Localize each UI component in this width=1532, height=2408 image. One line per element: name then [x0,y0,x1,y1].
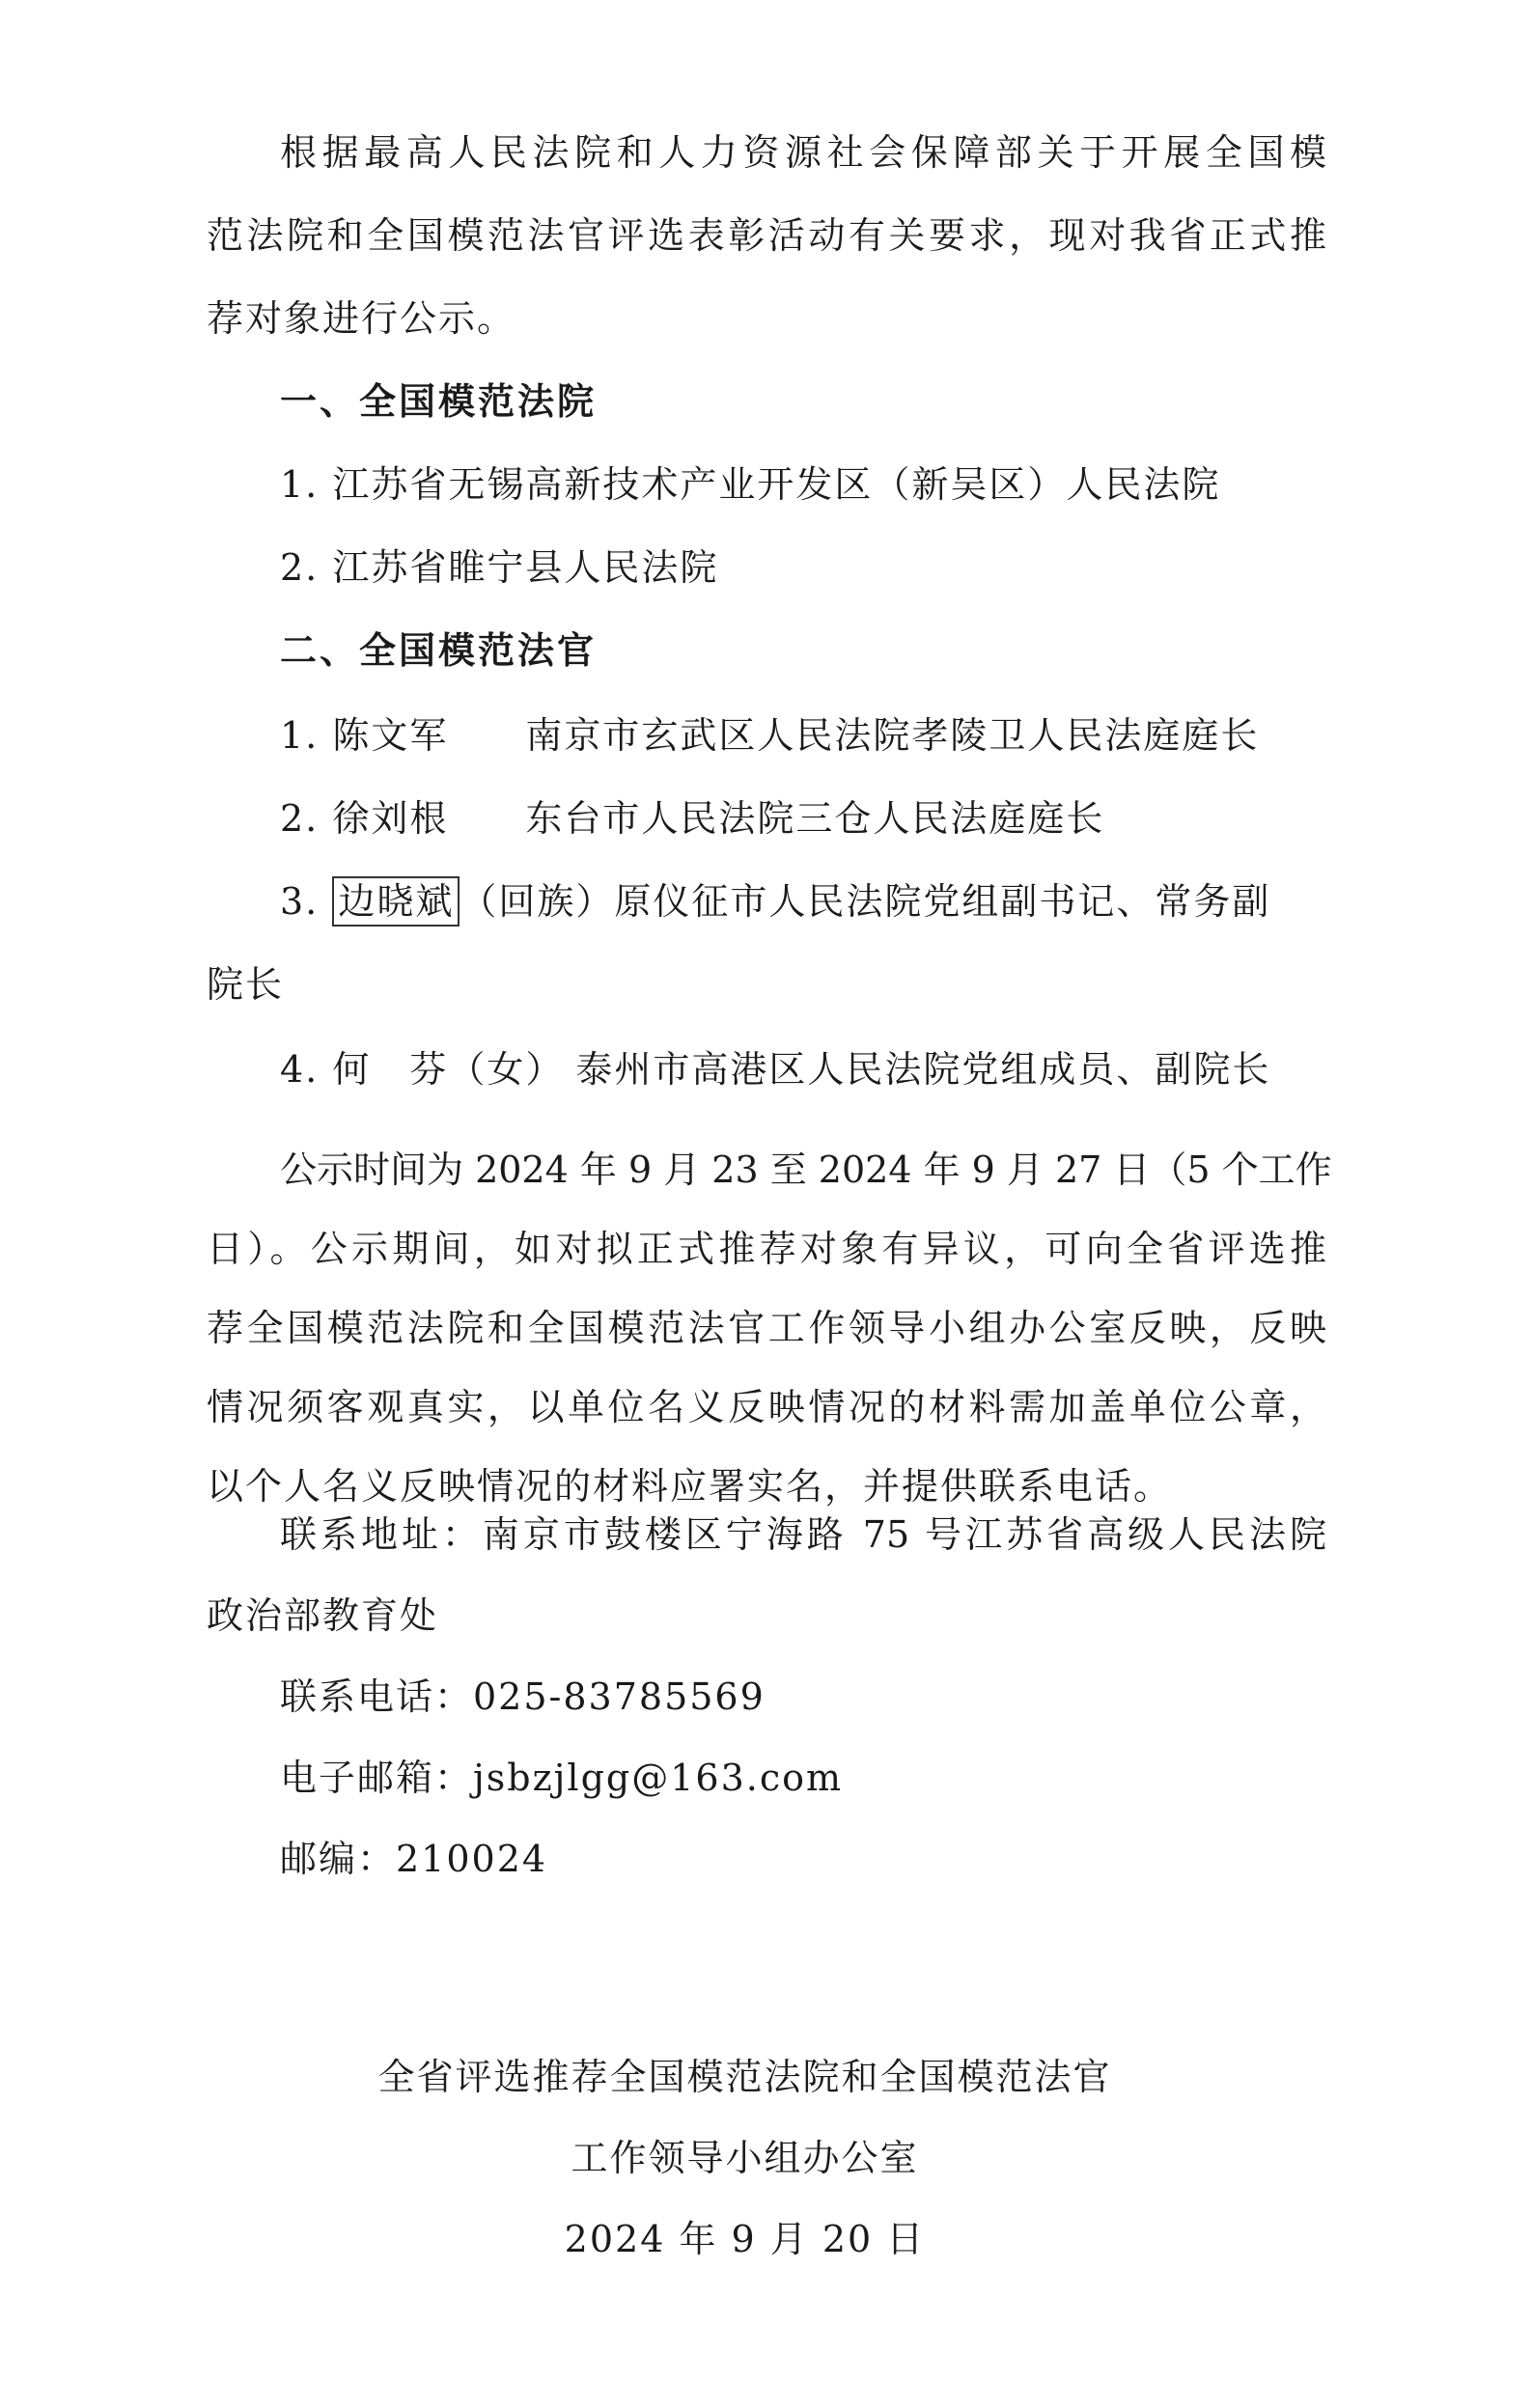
signature-date: 2024 年 9 月 20 日 [564,2218,926,2260]
notice-line-1: 公示时间为 2024 年 9 月 23 至 2024 年 9 月 27 日（5 个工作 [280,1149,1332,1191]
contact-address-line-2: 政治部教育处 [207,1594,439,1637]
contact-email: 电子邮箱：jsbzjlgg@163.com [280,1757,844,1799]
judge-name: 陈文军 [332,714,449,757]
court-item-1 [280,463,1220,506]
notice-line-3: 荐全国模范法院和全国模范法官工作领导小组办公室反映，反映 [207,1307,1326,1349]
judge-name: 何 芬 [332,1048,449,1091]
court-item-number: 2. [280,546,320,589]
judge-title: 南京市玄武区人民法院孝陵卫人民法庭庭长 [525,714,1260,757]
judge-item-1 [280,714,1259,757]
judge-note: （女） [448,1048,565,1091]
judge-item-number: 4. [280,1048,320,1091]
judge-name-boxed: 边晓斌 [332,876,460,927]
notice-line-2: 日）。公示期间，如对拟正式推荐对象有异议，可向全省评选推 [207,1228,1326,1270]
notice-line-4: 情况须客观真实，以单位名义反映情况的材料需加盖单位公章， [207,1386,1326,1428]
signature-org-line-1: 全省评选推荐全国模范法院和全国模范法官 [377,2056,1112,2098]
judge-item-number: 3. [280,880,320,923]
judge-title: 东台市人民法院三仓人民法庭庭长 [525,797,1105,840]
signature-org-line-2: 工作领导小组办公室 [571,2137,919,2179]
court-item-name: 江苏省无锡高新技术产业开发区（新吴区）人民法院 [332,463,1221,506]
judge-note: （回族）原仪征市人民法院党组副书记、常务副 [460,880,1271,923]
judge-name: 徐刘根 [332,797,449,840]
courts-heading: 一、全国模范法院 [280,380,598,423]
judges-heading: 二、全国模范法官 [280,629,598,672]
contact-phone: 联系电话：025-83785569 [280,1675,766,1718]
intro-line-3: 荐对象进行公示。 [207,297,516,340]
judge-item-2 [280,797,1104,840]
court-item-name: 江苏省睢宁县人民法院 [332,546,719,589]
judge-item-number: 2. [280,797,320,840]
intro-line-1: 根据最高人民法院和人力资源社会保障部关于开展全国模 [280,131,1326,174]
court-item-number: 1. [280,463,320,506]
judge-title: 泰州市高港区人民法院党组成员、副院长 [575,1048,1271,1091]
judge-item-number: 1. [280,714,320,757]
judge-item-3-continuation: 院长 [207,963,285,1006]
judge-item-3 [280,880,1270,927]
intro-line-2: 范法院和全国模范法官评选表彰活动有关要求，现对我省正式推 [207,214,1326,257]
judge-item-4 [280,1048,1270,1091]
contact-postcode: 邮编：210024 [280,1838,548,1880]
contact-address-line-1: 联系地址：南京市鼓楼区宁海路 75 号江苏省高级人民法院 [280,1513,1326,1556]
notice-line-5: 以个人名义反映情况的材料应署实名，并提供联系电话。 [207,1465,1173,1508]
court-item-2 [280,546,718,589]
